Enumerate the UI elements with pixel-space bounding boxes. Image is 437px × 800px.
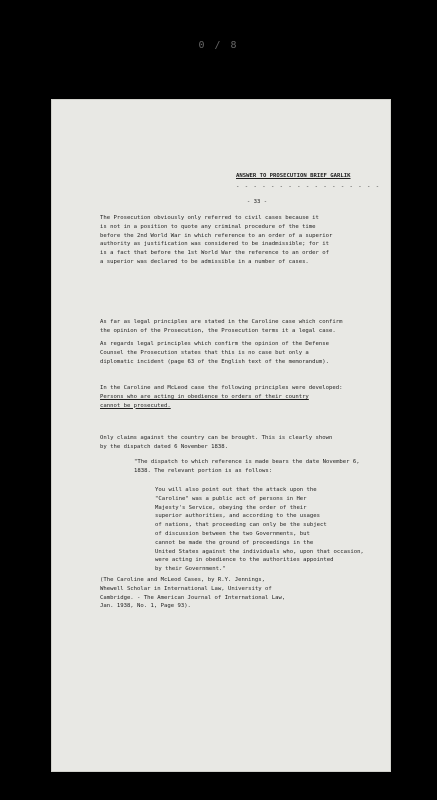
text-line: were acting in obedience to the authorities appointed xyxy=(155,557,334,564)
text-line: authority as justification was considered to be inadmissible; for it xyxy=(100,241,330,248)
text-line: is a fact that before the 1st World War the reference to an order of xyxy=(100,250,330,257)
text-line: of discussion between the two Governments, but xyxy=(155,530,310,537)
paragraph-defense-counsel xyxy=(100,340,372,366)
quote-dispatch xyxy=(134,458,374,476)
viewer-top-label: 0 / 8 xyxy=(198,40,239,51)
citation xyxy=(100,576,360,611)
text-line: Jan. 1938, No. 1, Page 93). xyxy=(100,603,191,610)
document-page xyxy=(51,99,391,772)
text-line: superior authorities, and according to the usages xyxy=(155,513,321,520)
text-line: is not in a position to quote any criminal procedure of the time xyxy=(100,223,316,230)
text-line: "The dispatch to which reference is made bears the date November 6, xyxy=(134,459,360,465)
paragraph-claims xyxy=(100,434,372,452)
text-line: the opinion of the Prosecution, the Prosecution terms it a legal case. xyxy=(100,327,336,334)
text-line: 1838. The relevant portion is as follows: xyxy=(134,467,273,474)
text-line: The Prosecution obviously only referred to civil cases because it xyxy=(100,215,319,221)
paragraph-legal-principles xyxy=(100,318,372,336)
text-line: diplomatic incident (page 63 of the English text of the memorandum). xyxy=(100,358,330,365)
text-line: United States against the individuals who, upon that occasion, xyxy=(155,548,364,555)
text-line: of nations, that proceeding can only be the subject xyxy=(155,522,327,529)
text-line: cannot be prosecuted. xyxy=(100,402,171,409)
text-line: by their Government." xyxy=(155,566,226,573)
text-line: "Caroline" was a public act of persons in Her xyxy=(155,495,307,502)
text-line: cannot be made the ground of proceedings in the xyxy=(155,539,314,546)
text-line: In the Caroline and McLeod case the following principles were developed: xyxy=(100,385,343,391)
text-line: (The Caroline and McLeod Cases, by R.Y. Jennings, xyxy=(100,577,266,583)
text-line: You will also point out that the attack upon the xyxy=(155,487,317,493)
paragraph-civil-cases xyxy=(100,214,372,267)
document-header: ANSWER TO PROSECUTION BRIEF GARLIK xyxy=(236,173,351,179)
text-line: Whewell Scholar in International Law, University of xyxy=(100,585,272,592)
text-line: before the 2nd World War in which reference to an order of a superior xyxy=(100,232,333,239)
text-line: a superior was declared to be admissible in a number of cases. xyxy=(100,258,309,265)
quote-dispatch-body xyxy=(155,486,373,574)
text-line: Only claims against the country can be brought. This is clearly shown xyxy=(100,435,333,441)
text-line: As regards legal principles which confirm the opinion of the Defense xyxy=(100,341,330,347)
text-line: Counsel the Prosecution states that this is no case but only a xyxy=(100,349,309,356)
header-rule: - - - - - - - - - - - - - - - - - xyxy=(236,184,381,190)
text-line: Cambridge. - The American Journal of International Law, xyxy=(100,594,286,601)
text-line: As far as legal principles are stated in the Caroline case which confirm xyxy=(100,319,343,325)
text-line: Majesty's Service, obeying the order of their xyxy=(155,504,307,511)
page-number: - 33 - xyxy=(246,199,268,205)
paragraph-caroline-mcleod xyxy=(100,384,372,410)
text-line: by the dispatch dated 6 November 1838. xyxy=(100,443,228,450)
text-line: Persons who are acting in obedience to orders of their country xyxy=(100,393,309,400)
